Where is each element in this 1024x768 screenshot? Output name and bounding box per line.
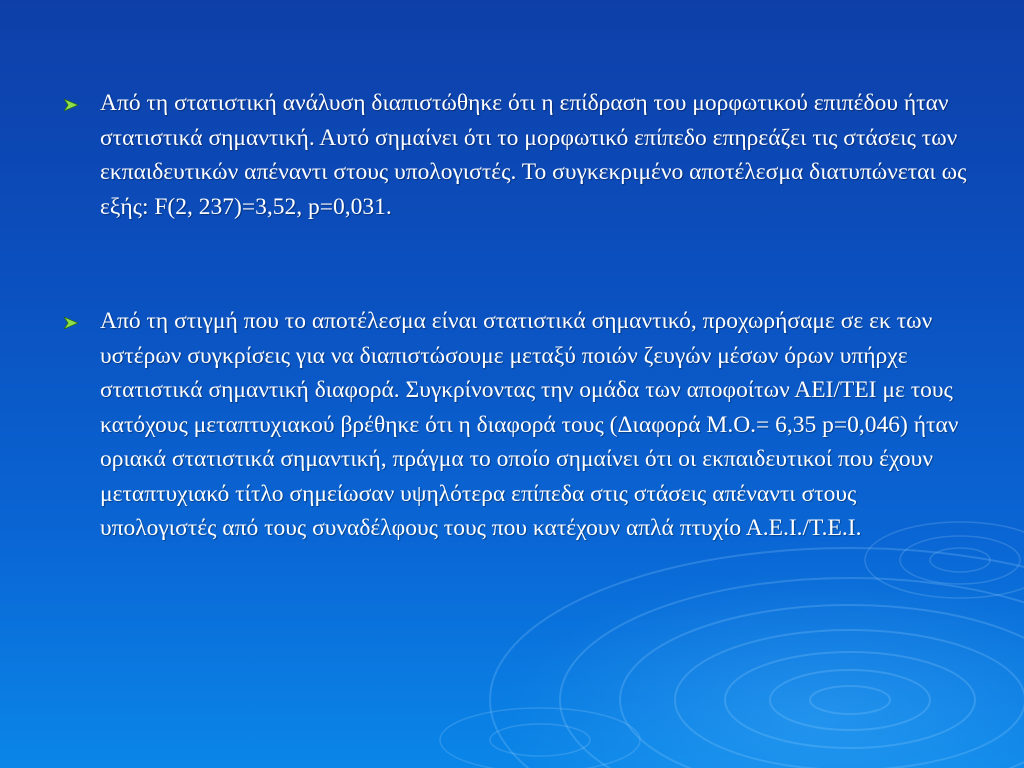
bullet-item-1 (64, 86, 974, 224)
bullet-list (64, 86, 974, 546)
bullet-item-2 (64, 304, 974, 546)
bullet-text: Από τη στιγμή που το αποτέλεσμα είναι στατιστικά σημαντικό, προχωρήσαμε σε εκ των υστέρων συγκρίσεις για να διαπιστώσουμε μεταξύ ποιών ζευγών μέσων όρων υπήρχε στατιστικά σημαντική διαφορά. Συγκρίνοντας την ομάδα των αποφοίτων ΑΕΙ/ΤΕΙ με τους κατόχους μεταπτυχιακού βρέθηκε ότι η διαφορά τους (Διαφορά Μ.Ο.= 6,35 p=0,046) ήταν οριακά στατιστικά σημαντική, πράγμα το οποίο σημαίνει ότι οι εκπαιδευτικοί που έχουν μεταπτυχιακό τίτλο σημείωσαν υψηλότερα επίπεδα στις στάσεις απέναντι στους υπολογιστές από τους συναδέλφους τους που κατέχουν απλά πτυχίο Α.Ε.Ι./Τ.Ε.Ι. (100, 308, 959, 541)
bullet-text: Από τη στατιστική ανάλυση διαπιστώθηκε ότι η επίδραση του μορφωτικού επιπέδου ήταν στατιστικά σημαντική. Αυτό σημαίνει ότι το μορφωτικό επίπεδο επηρεάζει τις στάσεις των εκπαιδευτικών απέναντι στους υπολογιστές. Το συγκεκριμένο αποτέλεσμα διατυπώνεται ως εξής: F(2, 237)=3,52, p=0,031. (100, 90, 967, 220)
arrowhead-icon (64, 99, 78, 111)
arrowhead-icon (64, 317, 78, 329)
